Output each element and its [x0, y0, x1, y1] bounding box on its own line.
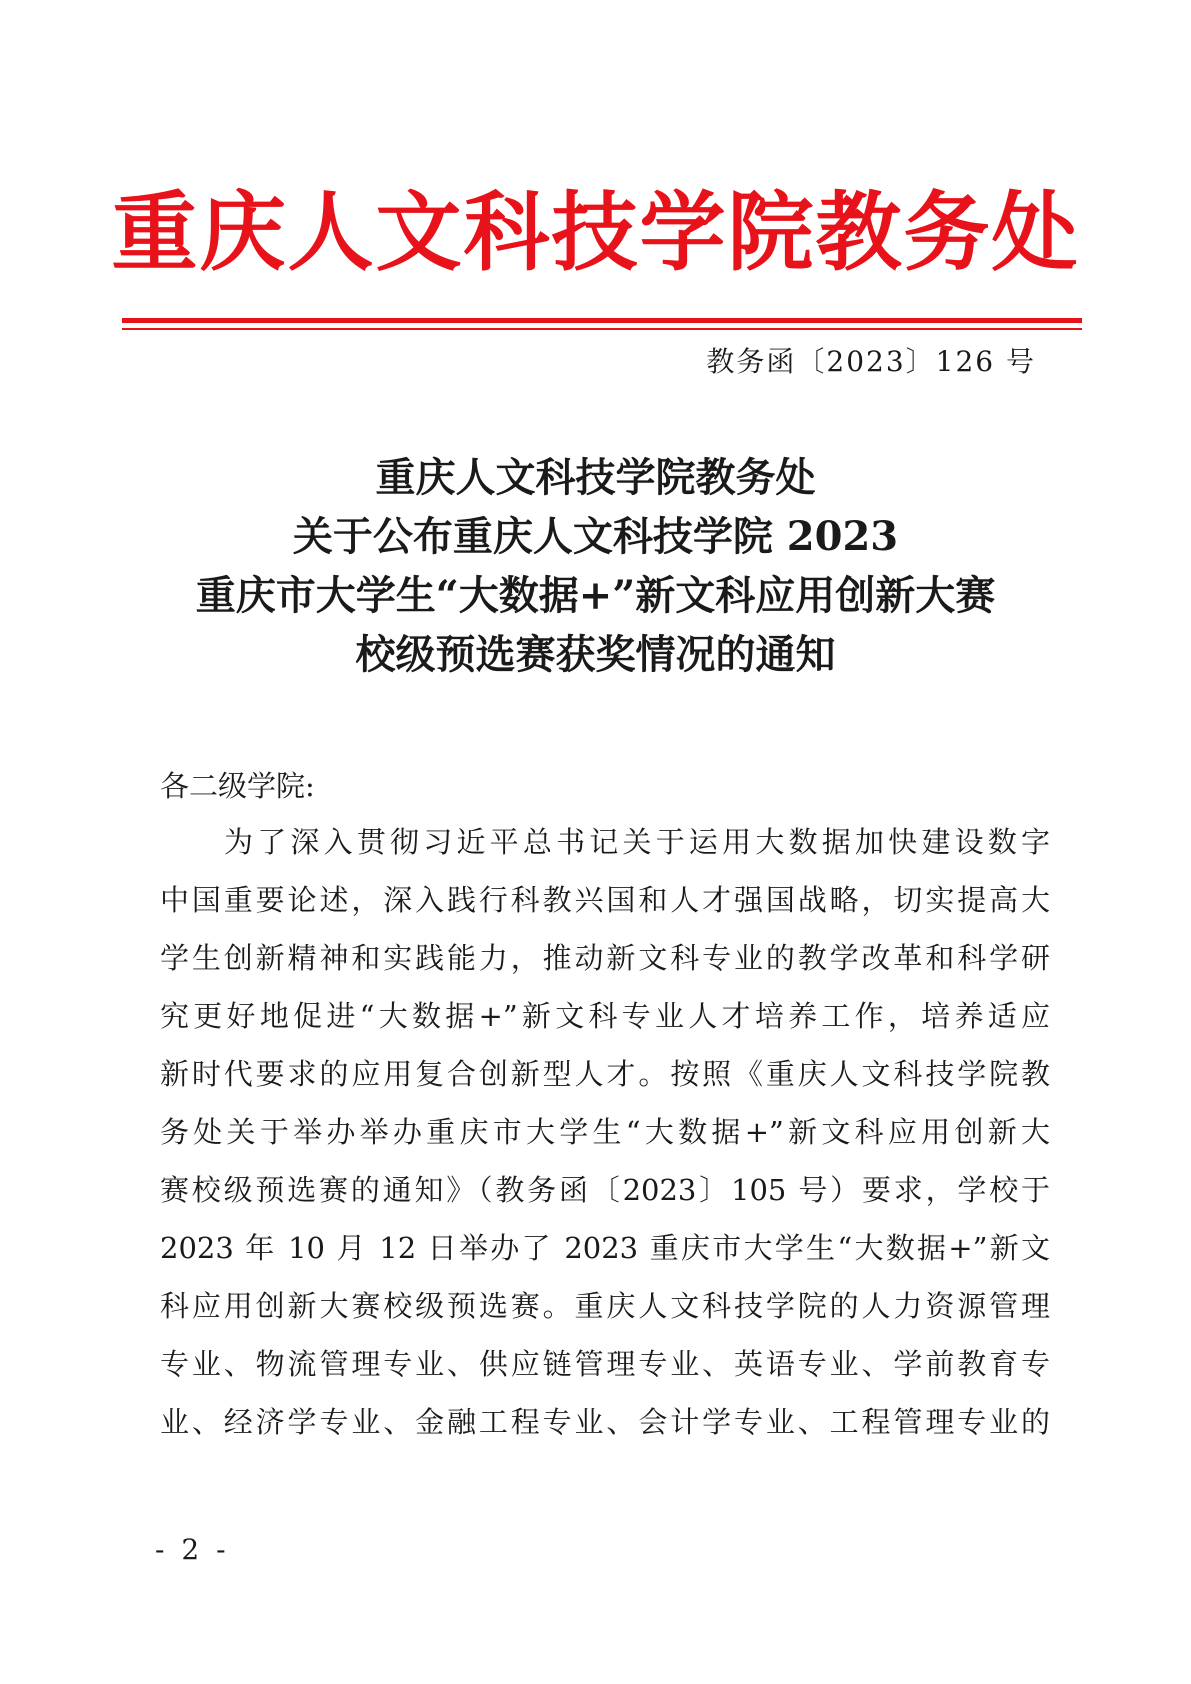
body-line: 究更好地促进“大数据+”新文科专业人才培养工作，培养适应 [160, 999, 1050, 1033]
salutation: 各二级学院: [160, 769, 315, 803]
title-line: 重庆人文科技学院教务处 [375, 454, 816, 501]
body-line: 学生创新精神和实践能力，推动新文科专业的教学改革和科学研 [160, 941, 1050, 975]
body-line: 专业、物流管理专业、供应链管理专业、英语专业、学前教育专 [160, 1347, 1050, 1381]
body-line: 2023 年 10 月 12 日举办了 2023 重庆市大学生“大数据+”新文 [160, 1231, 1050, 1265]
masthead-rule-thick [122, 318, 1082, 323]
body-line: 为了深入贯彻习近平总书记关于运用大数据加快建设数字 [224, 825, 1050, 859]
title-line: 重庆市大学生“大数据+”新文科应用创新大赛 [195, 572, 996, 619]
body-line: 赛校级预选赛的通知》（教务函〔2023〕105 号）要求，学校于 [160, 1173, 1050, 1207]
title-line: 校级预选赛获奖情况的通知 [355, 631, 836, 678]
document-number: 教务函〔2023〕126 号 [706, 345, 1036, 378]
masthead-title: 重庆人文科技学院教务处 [111, 183, 1080, 283]
title-line: 关于公布重庆人文科技学院 2023 [292, 513, 899, 560]
body-line: 中国重要论述，深入践行科教兴国和人才强国战略，切实提高大 [160, 883, 1050, 917]
page-number: - 2 - [155, 1533, 230, 1566]
masthead-rule-thin [122, 328, 1082, 330]
body-line: 科应用创新大赛校级预选赛。重庆人文科技学院的人力资源管理 [160, 1289, 1050, 1323]
body-line: 新时代要求的应用复合创新型人才。按照《重庆人文科技学院教 [160, 1057, 1050, 1091]
body-line: 务处关于举办举办重庆市大学生“大数据+”新文科应用创新大 [160, 1115, 1050, 1149]
body-line: 业、经济学专业、金融工程专业、会计学专业、工程管理专业的 [160, 1405, 1050, 1439]
notice-title [120, 448, 1071, 684]
